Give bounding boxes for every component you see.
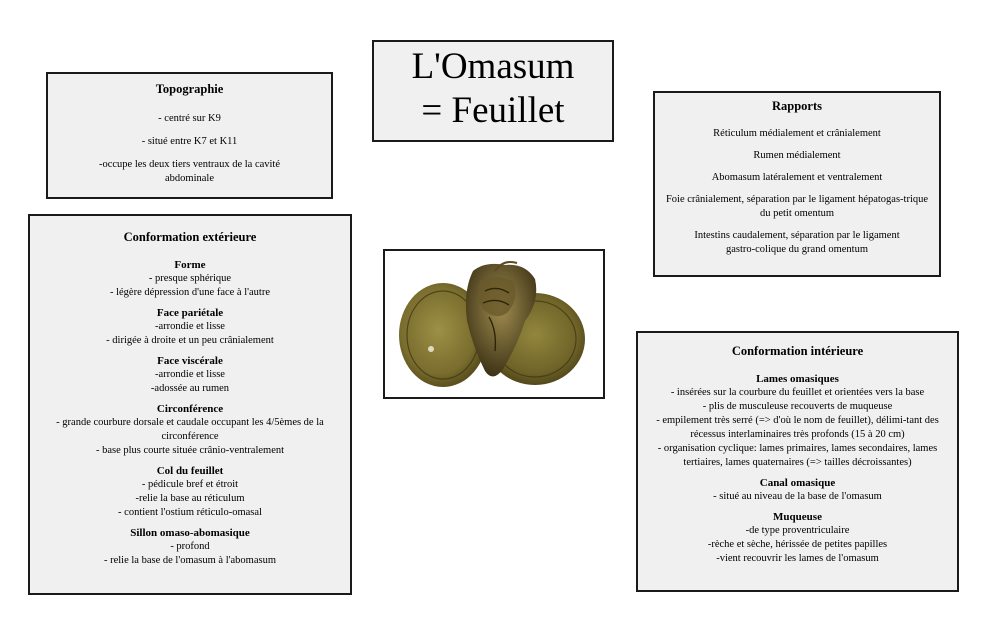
- rapports-box: [653, 91, 941, 277]
- exterieure-section-title: Forme: [174, 259, 206, 271]
- exterieure-line: - base plus courte située crânio-ventralement: [95, 445, 285, 456]
- topographie-heading: Topographie: [155, 82, 224, 96]
- exterieure-line: -relie la base au réticulum: [135, 493, 245, 504]
- exterieure-line: - pédicule bref et étroit: [141, 479, 239, 490]
- interieure-line: - insérées sur la courbure du feuillet et orientées vers la base: [670, 387, 925, 398]
- interieure-section-title: Muqueuse: [773, 511, 822, 523]
- exterieure-line: - presque sphérique: [148, 273, 232, 284]
- conformation-exterieure-box: [28, 214, 352, 595]
- exterieure-section-title: Face pariétale: [156, 307, 224, 319]
- interieure-heading: Conformation intérieure: [731, 344, 864, 358]
- exterieure-line: -arrondie et lisse: [155, 369, 225, 380]
- exterieure-line: - légère dépression d'une face à l'autre: [109, 287, 271, 298]
- exterieure-line: - contient l'ostium réticulo-omasal: [118, 507, 262, 518]
- topographie-line: - situé entre K7 et K11: [141, 136, 238, 147]
- interieure-section-title: Canal omasique: [759, 477, 836, 489]
- interieure-line: -de type proventriculaire: [745, 525, 850, 536]
- interieure-line: -rèche et sèche, hérissée de petites papilles: [707, 539, 888, 550]
- exterieure-line: - grande courbure dorsale et caudale occupant les 4/5èmes de la circonférence: [56, 417, 324, 442]
- title-box: [372, 40, 614, 142]
- rapports-line: Intestins caudalement, séparation par le ligament gastro-colique du grand omentum: [694, 230, 900, 255]
- rapports-line: Réticulum médialement et crânialement: [713, 128, 881, 139]
- exterieure-line: -arrondie et lisse: [155, 321, 225, 332]
- title-line-2: = Feuillet: [421, 90, 565, 131]
- exterieure-line: - relie la base de l'omasum à l'abomasum: [103, 555, 277, 566]
- topographie-line: - centré sur K9: [158, 113, 221, 124]
- rapports-line: Foie crânialement, séparation par le ligament hépatogas-trique du petit omentum: [665, 194, 929, 219]
- exterieure-line: - dirigée à droite et un peu crânialement: [106, 335, 274, 346]
- exterieure-heading: Conformation extérieure: [123, 230, 257, 244]
- rapports-heading: Rapports: [771, 99, 822, 113]
- exterieure-line: -adossée au rumen: [150, 383, 230, 394]
- topographie-line: -occupe les deux tiers ventraux de la cavité abdominale: [98, 159, 281, 184]
- rapports-line: Abomasum latéralement et ventralement: [711, 172, 883, 183]
- exterieure-line: - profond: [170, 541, 210, 552]
- exterieure-section-title: Col du feuillet: [156, 465, 224, 477]
- interieure-line: - organisation cyclique: lames primaires, lames secondaires, lames tertiaires, lames quaternaires (=> tailles décroissantes): [657, 443, 938, 468]
- omasum-photo-frame: [383, 249, 605, 399]
- interieure-line: - empilement très serré (=> d'où le nom de feuillet), délimi-tant des récessus interlaminaires très profonds (15 à 20 cm): [656, 415, 939, 440]
- title-line-1: L'Omasum: [411, 46, 575, 87]
- rapports-line: Rumen médialement: [753, 150, 841, 161]
- exterieure-section-title: Circonférence: [156, 403, 224, 415]
- exterieure-section-title: Sillon omaso-abomasique: [130, 527, 250, 539]
- interieure-line: - situé au niveau de la base de l'omasum: [713, 491, 882, 502]
- exterieure-section-title: Face viscérale: [157, 355, 223, 367]
- conformation-interieure-box: [636, 331, 959, 592]
- interieure-line: -vient recouvrir les lames de l'omasum: [716, 553, 879, 564]
- interieure-section-title: Lames omasiques: [756, 373, 839, 385]
- omasum-photo: [385, 251, 603, 397]
- topographie-box: [46, 72, 333, 199]
- interieure-line: - plis de musculeuse recouverts de muqueuse: [702, 401, 893, 412]
